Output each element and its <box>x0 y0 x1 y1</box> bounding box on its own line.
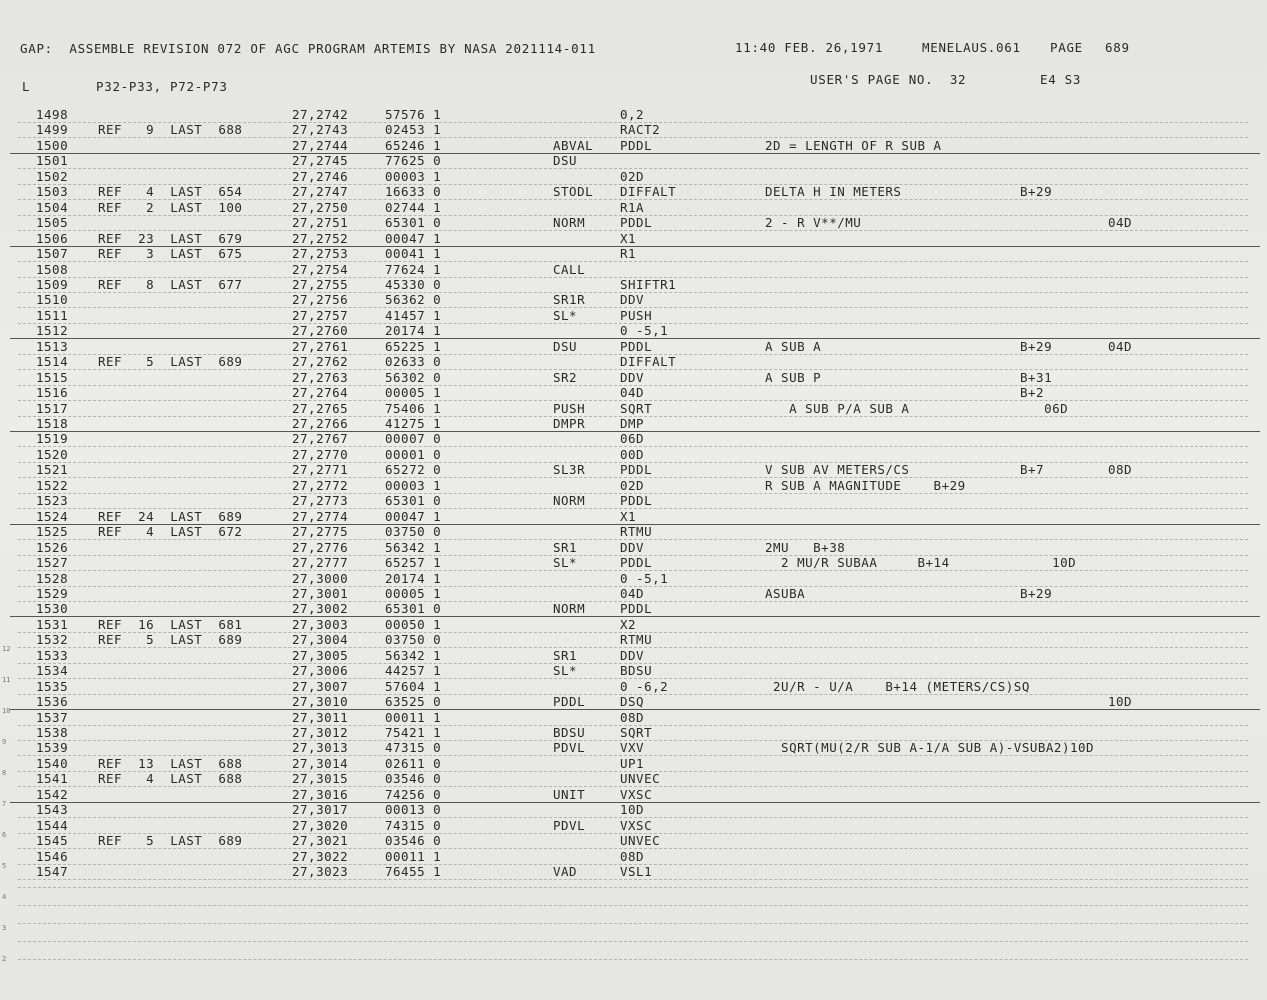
cell-word: 75406 1 <box>385 401 442 416</box>
cell-addr: 27,3023 <box>292 864 349 879</box>
cell-n: 1498 <box>36 107 69 122</box>
cell-arg: R1 <box>620 246 637 261</box>
cell-n: 1502 <box>36 169 69 184</box>
cell-addr: 27,2762 <box>292 354 349 369</box>
cell-word: 65272 0 <box>385 462 442 477</box>
cell-op: CALL <box>553 262 586 277</box>
cell-c1: 2U/R - U/A B+14 (METERS/CS)SQ <box>765 679 1030 694</box>
margin-mark: 5 <box>2 862 7 870</box>
cell-arg: BDSU <box>620 663 653 678</box>
cell-addr: 27,2777 <box>292 555 349 570</box>
cell-c3: 08D <box>1108 462 1133 477</box>
cell-addr: 27,2744 <box>292 138 349 153</box>
program-subtitle: P32-P33, P72-P73 <box>96 79 228 94</box>
cell-c2: B+29 <box>1020 339 1053 354</box>
row-guide <box>18 887 1248 888</box>
cell-addr: 27,2743 <box>292 122 349 137</box>
cell-c3: 04D <box>1108 339 1133 354</box>
margin-mark: 7 <box>2 800 7 808</box>
cell-n: 1545 <box>36 833 69 848</box>
cell-n: 1531 <box>36 617 69 632</box>
cell-word: 74256 0 <box>385 787 442 802</box>
cell-addr: 27,3000 <box>292 571 349 586</box>
cell-arg: PDDL <box>620 138 653 153</box>
cell-c1: ASUBA <box>765 586 806 601</box>
cell-arg: DDV <box>620 648 645 663</box>
cell-word: 65246 1 <box>385 138 442 153</box>
cell-n: 1538 <box>36 725 69 740</box>
cell-arg: PDDL <box>620 339 653 354</box>
cell-n: 1516 <box>36 385 69 400</box>
cell-word: 00005 1 <box>385 385 442 400</box>
listing-code: E4 S3 <box>1040 72 1082 87</box>
cell-n: 1504 <box>36 200 69 215</box>
cell-word: 41275 1 <box>385 416 442 431</box>
cell-arg: X2 <box>620 617 637 632</box>
cell-word: 76455 1 <box>385 864 442 879</box>
cell-arg: R1A <box>620 200 645 215</box>
cell-addr: 27,2770 <box>292 447 349 462</box>
cell-addr: 27,2756 <box>292 292 349 307</box>
cell-n: 1540 <box>36 756 69 771</box>
margin-mark: 10 <box>2 707 11 715</box>
cell-n: 1512 <box>36 323 69 338</box>
cell-c2: B+31 <box>1020 370 1053 385</box>
cell-word: 02453 1 <box>385 122 442 137</box>
cell-word: 00050 1 <box>385 617 442 632</box>
cell-arg: PDDL <box>620 215 653 230</box>
cell-addr: 27,2763 <box>292 370 349 385</box>
cell-word: 02611 0 <box>385 756 442 771</box>
cell-n: 1517 <box>36 401 69 416</box>
cell-addr: 27,3015 <box>292 771 349 786</box>
cell-op: PDVL <box>553 740 586 755</box>
cell-c1: 2MU B+38 <box>765 540 846 555</box>
cell-word: 65301 0 <box>385 493 442 508</box>
cell-arg: X1 <box>620 231 637 246</box>
cell-word: 41457 1 <box>385 308 442 323</box>
cell-ref: REF 24 LAST 689 <box>98 509 243 524</box>
cell-addr: 27,2773 <box>292 493 349 508</box>
cell-n: 1526 <box>36 540 69 555</box>
cell-word: 75421 1 <box>385 725 442 740</box>
cell-ref: REF 9 LAST 688 <box>98 122 243 137</box>
cell-n: 1518 <box>36 416 69 431</box>
cell-word: 00003 1 <box>385 169 442 184</box>
cell-addr: 27,3010 <box>292 694 349 709</box>
cell-arg: VXSC <box>620 787 653 802</box>
cell-arg: VSL1 <box>620 864 653 879</box>
cell-n: 1530 <box>36 601 69 616</box>
cell-arg: 10D <box>620 802 645 817</box>
cell-addr: 27,3004 <box>292 632 349 647</box>
cell-ref: REF 16 LAST 681 <box>98 617 243 632</box>
cell-n: 1510 <box>36 292 69 307</box>
cell-word: 03546 0 <box>385 833 442 848</box>
cell-op: NORM <box>553 601 586 616</box>
cell-word: 57576 1 <box>385 107 442 122</box>
cell-ref: REF 5 LAST 689 <box>98 354 243 369</box>
cell-c2: 10D <box>1020 555 1077 570</box>
cell-n: 1499 <box>36 122 69 137</box>
cell-word: 20174 1 <box>385 323 442 338</box>
cell-n: 1515 <box>36 370 69 385</box>
cell-c1: A SUB P <box>765 370 822 385</box>
cell-addr: 27,2754 <box>292 262 349 277</box>
cell-op: SL3R <box>553 462 586 477</box>
margin-mark: 8 <box>2 769 7 777</box>
cell-n: 1514 <box>36 354 69 369</box>
cell-op: DSU <box>553 153 578 168</box>
cell-addr: 27,3020 <box>292 818 349 833</box>
cell-n: 1500 <box>36 138 69 153</box>
cell-c1: DELTA H IN METERS <box>765 184 902 199</box>
row-guide <box>18 959 1248 960</box>
cell-op: SR1R <box>553 292 586 307</box>
cell-word: 65301 0 <box>385 601 442 616</box>
cell-arg: SHIFTR1 <box>620 277 677 292</box>
cell-op: DMPR <box>553 416 586 431</box>
cell-addr: 27,3013 <box>292 740 349 755</box>
cell-arg: 04D <box>620 385 645 400</box>
cell-word: 44257 1 <box>385 663 442 678</box>
cell-n: 1547 <box>36 864 69 879</box>
cell-n: 1543 <box>36 802 69 817</box>
cell-c2: 06D <box>1020 401 1069 416</box>
cell-n: 1523 <box>36 493 69 508</box>
cell-word: 65257 1 <box>385 555 442 570</box>
cell-addr: 27,2775 <box>292 524 349 539</box>
margin-mark: 4 <box>2 893 7 901</box>
cell-op: UNIT <box>553 787 586 802</box>
cell-word: 20174 1 <box>385 571 442 586</box>
cell-c1: 2 MU/R SUBAA B+14 <box>765 555 950 570</box>
margin-mark: 9 <box>2 738 7 746</box>
cell-op: NORM <box>553 215 586 230</box>
cell-addr: 27,2752 <box>292 231 349 246</box>
cell-c3: 04D <box>1108 215 1133 230</box>
cell-word: 02744 1 <box>385 200 442 215</box>
cell-word: 63525 0 <box>385 694 442 709</box>
cell-op: STODL <box>553 184 594 199</box>
cell-n: 1542 <box>36 787 69 802</box>
cell-n: 1541 <box>36 771 69 786</box>
cell-arg: 04D <box>620 586 645 601</box>
cell-addr: 27,3005 <box>292 648 349 663</box>
cell-addr: 27,2765 <box>292 401 349 416</box>
cell-op: SR1 <box>553 540 578 555</box>
cell-word: 56342 1 <box>385 648 442 663</box>
cell-word: 74315 0 <box>385 818 442 833</box>
cell-c2: B+2 <box>1020 385 1045 400</box>
cell-word: 00013 0 <box>385 802 442 817</box>
cell-ref: REF 5 LAST 689 <box>98 632 243 647</box>
cell-word: 56362 0 <box>385 292 442 307</box>
cell-ref: REF 3 LAST 675 <box>98 246 243 261</box>
cell-arg: VXV <box>620 740 645 755</box>
cell-addr: 27,2776 <box>292 540 349 555</box>
cell-arg: 0 -5,1 <box>620 323 669 338</box>
cell-arg: 0,2 <box>620 107 645 122</box>
cell-addr: 27,3002 <box>292 601 349 616</box>
cell-op: ABVAL <box>553 138 594 153</box>
cell-c2: B+29 <box>1020 184 1053 199</box>
page-number: 689 <box>1105 40 1130 55</box>
cell-arg: PUSH <box>620 308 653 323</box>
cell-op: DSU <box>553 339 578 354</box>
cell-arg: 02D <box>620 478 645 493</box>
cell-word: 00005 1 <box>385 586 442 601</box>
row-guide <box>18 879 1248 880</box>
cell-op: SR2 <box>553 370 578 385</box>
cell-word: 77624 1 <box>385 262 442 277</box>
cell-word: 00041 1 <box>385 246 442 261</box>
cell-addr: 27,3016 <box>292 787 349 802</box>
cell-n: 1537 <box>36 710 69 725</box>
cell-arg: DSQ <box>620 694 645 709</box>
cell-arg: X1 <box>620 509 637 524</box>
cell-addr: 27,2771 <box>292 462 349 477</box>
page-label: PAGE <box>1050 40 1083 55</box>
row-guide <box>18 923 1248 924</box>
row-guide <box>18 261 1248 262</box>
cell-c1: R SUB A MAGNITUDE B+29 <box>765 478 966 493</box>
cell-n: 1529 <box>36 586 69 601</box>
cell-arg: PDDL <box>620 462 653 477</box>
cell-n: 1532 <box>36 632 69 647</box>
cell-addr: 27,2767 <box>292 431 349 446</box>
cell-op: SL* <box>553 555 578 570</box>
cell-ref: REF 5 LAST 689 <box>98 833 243 848</box>
row-guide <box>18 941 1248 942</box>
cell-arg: DMP <box>620 416 645 431</box>
cell-addr: 27,2755 <box>292 277 349 292</box>
cell-c1: V SUB AV METERS/CS <box>765 462 910 477</box>
cell-n: 1519 <box>36 431 69 446</box>
cell-addr: 27,2761 <box>292 339 349 354</box>
cell-n: 1528 <box>36 571 69 586</box>
cell-addr: 27,2742 <box>292 107 349 122</box>
cell-n: 1508 <box>36 262 69 277</box>
cell-arg: UNVEC <box>620 771 661 786</box>
cell-ref: REF 4 LAST 688 <box>98 771 243 786</box>
section-marker: L <box>22 79 31 94</box>
listing-timestamp: 11:40 FEB. 26,1971 <box>735 40 884 55</box>
cell-word: 00007 0 <box>385 431 442 446</box>
cell-n: 1505 <box>36 215 69 230</box>
cell-op: PDVL <box>553 818 586 833</box>
cell-arg: UP1 <box>620 756 645 771</box>
cell-addr: 27,2766 <box>292 416 349 431</box>
cell-n: 1535 <box>36 679 69 694</box>
users-page-number: USER'S PAGE NO. 32 <box>810 72 967 87</box>
cell-n: 1522 <box>36 478 69 493</box>
cell-c1: A SUB P/A SUB A <box>765 401 910 416</box>
cell-n: 1524 <box>36 509 69 524</box>
cell-word: 00011 1 <box>385 849 442 864</box>
cell-word: 47315 0 <box>385 740 442 755</box>
cell-addr: 27,2753 <box>292 246 349 261</box>
cell-arg: RTMU <box>620 632 653 647</box>
cell-c2: B+29 <box>1020 586 1053 601</box>
cell-addr: 27,2757 <box>292 308 349 323</box>
cell-op: SR1 <box>553 648 578 663</box>
cell-addr: 27,2760 <box>292 323 349 338</box>
cell-arg: 0 -5,1 <box>620 571 669 586</box>
cell-arg: 00D <box>620 447 645 462</box>
listing-title: GAP: ASSEMBLE REVISION 072 OF AGC PROGRAM ARTEMIS BY NASA 2021114-011 <box>20 41 596 56</box>
cell-word: 57604 1 <box>385 679 442 694</box>
cell-word: 03546 0 <box>385 771 442 786</box>
cell-addr: 27,2764 <box>292 385 349 400</box>
cell-addr: 27,3007 <box>292 679 349 694</box>
cell-op: VAD <box>553 864 578 879</box>
cell-word: 03750 0 <box>385 524 442 539</box>
cell-arg: 08D <box>620 849 645 864</box>
cell-arg: VXSC <box>620 818 653 833</box>
cell-word: 65301 0 <box>385 215 442 230</box>
cell-c1: 2 - R V**/MU <box>765 215 862 230</box>
cell-n: 1539 <box>36 740 69 755</box>
cell-arg: RTMU <box>620 524 653 539</box>
cell-word: 65225 1 <box>385 339 442 354</box>
cell-n: 1521 <box>36 462 69 477</box>
cell-arg: PDDL <box>620 601 653 616</box>
cell-op: PUSH <box>553 401 586 416</box>
cell-n: 1511 <box>36 308 69 323</box>
cell-arg: 02D <box>620 169 645 184</box>
cell-addr: 27,3021 <box>292 833 349 848</box>
margin-mark: 11 <box>2 676 11 684</box>
cell-n: 1546 <box>36 849 69 864</box>
cell-op: NORM <box>553 493 586 508</box>
cell-n: 1509 <box>36 277 69 292</box>
cell-word: 00001 0 <box>385 447 442 462</box>
cell-addr: 27,3022 <box>292 849 349 864</box>
cell-n: 1503 <box>36 184 69 199</box>
cell-ref: REF 8 LAST 677 <box>98 277 243 292</box>
cell-c1: A SUB A <box>765 339 822 354</box>
cell-arg: DDV <box>620 292 645 307</box>
cell-arg: SQRT <box>620 401 653 416</box>
cell-arg: RACT2 <box>620 122 661 137</box>
cell-n: 1527 <box>36 555 69 570</box>
cell-addr: 27,3006 <box>292 663 349 678</box>
cell-ref: REF 4 LAST 654 <box>98 184 243 199</box>
cell-addr: 27,2750 <box>292 200 349 215</box>
cell-ref: REF 2 LAST 100 <box>98 200 243 215</box>
cell-n: 1536 <box>36 694 69 709</box>
margin-mark: 2 <box>2 955 7 963</box>
cell-word: 45330 0 <box>385 277 442 292</box>
cell-c3: 10D <box>1108 694 1133 709</box>
block-rule <box>10 153 1260 154</box>
cell-op: SL* <box>553 663 578 678</box>
cell-arg: DIFFALT <box>620 354 677 369</box>
cell-word: 02633 0 <box>385 354 442 369</box>
cell-n: 1507 <box>36 246 69 261</box>
cell-c1: 2D = LENGTH OF R SUB A <box>765 138 942 153</box>
cell-ref: REF 13 LAST 688 <box>98 756 243 771</box>
cell-n: 1501 <box>36 153 69 168</box>
cell-word: 77625 0 <box>385 153 442 168</box>
listing-source: MENELAUS.061 <box>922 40 1021 55</box>
cell-n: 1544 <box>36 818 69 833</box>
cell-word: 56342 1 <box>385 540 442 555</box>
cell-ref: REF 23 LAST 679 <box>98 231 243 246</box>
cell-arg: SQRT <box>620 725 653 740</box>
cell-arg: 0 -6,2 <box>620 679 669 694</box>
cell-n: 1506 <box>36 231 69 246</box>
cell-n: 1513 <box>36 339 69 354</box>
cell-addr: 27,2751 <box>292 215 349 230</box>
cell-addr: 27,3001 <box>292 586 349 601</box>
cell-arg: UNVEC <box>620 833 661 848</box>
cell-op: SL* <box>553 308 578 323</box>
cell-addr: 27,2747 <box>292 184 349 199</box>
cell-arg: DDV <box>620 370 645 385</box>
cell-addr: 27,2772 <box>292 478 349 493</box>
cell-arg: DIFFALT <box>620 184 677 199</box>
cell-word: 56302 0 <box>385 370 442 385</box>
cell-addr: 27,3012 <box>292 725 349 740</box>
margin-mark: 12 <box>2 645 11 653</box>
cell-addr: 27,2774 <box>292 509 349 524</box>
cell-addr: 27,2746 <box>292 169 349 184</box>
cell-arg: DDV <box>620 540 645 555</box>
cell-addr: 27,3003 <box>292 617 349 632</box>
cell-op: PDDL <box>553 694 586 709</box>
cell-word: 00003 1 <box>385 478 442 493</box>
cell-arg: PDDL <box>620 493 653 508</box>
cell-arg: 08D <box>620 710 645 725</box>
cell-c2: B+7 <box>1020 462 1045 477</box>
row-guide <box>18 905 1248 906</box>
margin-mark: 6 <box>2 831 7 839</box>
cell-addr: 27,3011 <box>292 710 349 725</box>
cell-n: 1534 <box>36 663 69 678</box>
cell-n: 1533 <box>36 648 69 663</box>
cell-arg: PDDL <box>620 555 653 570</box>
cell-word: 00011 1 <box>385 710 442 725</box>
cell-addr: 27,3017 <box>292 802 349 817</box>
cell-n: 1520 <box>36 447 69 462</box>
margin-mark: 3 <box>2 924 7 932</box>
cell-word: 00047 1 <box>385 509 442 524</box>
cell-word: 03750 0 <box>385 632 442 647</box>
cell-word: 00047 1 <box>385 231 442 246</box>
cell-ref: REF 4 LAST 672 <box>98 524 243 539</box>
cell-word: 16633 0 <box>385 184 442 199</box>
cell-op: BDSU <box>553 725 586 740</box>
cell-addr: 27,2745 <box>292 153 349 168</box>
cell-arg: 06D <box>620 431 645 446</box>
cell-n: 1525 <box>36 524 69 539</box>
cell-addr: 27,3014 <box>292 756 349 771</box>
cell-c1: SQRT(MU(2/R SUB A-1/A SUB A)-VSUBA2)10D <box>765 740 1095 755</box>
